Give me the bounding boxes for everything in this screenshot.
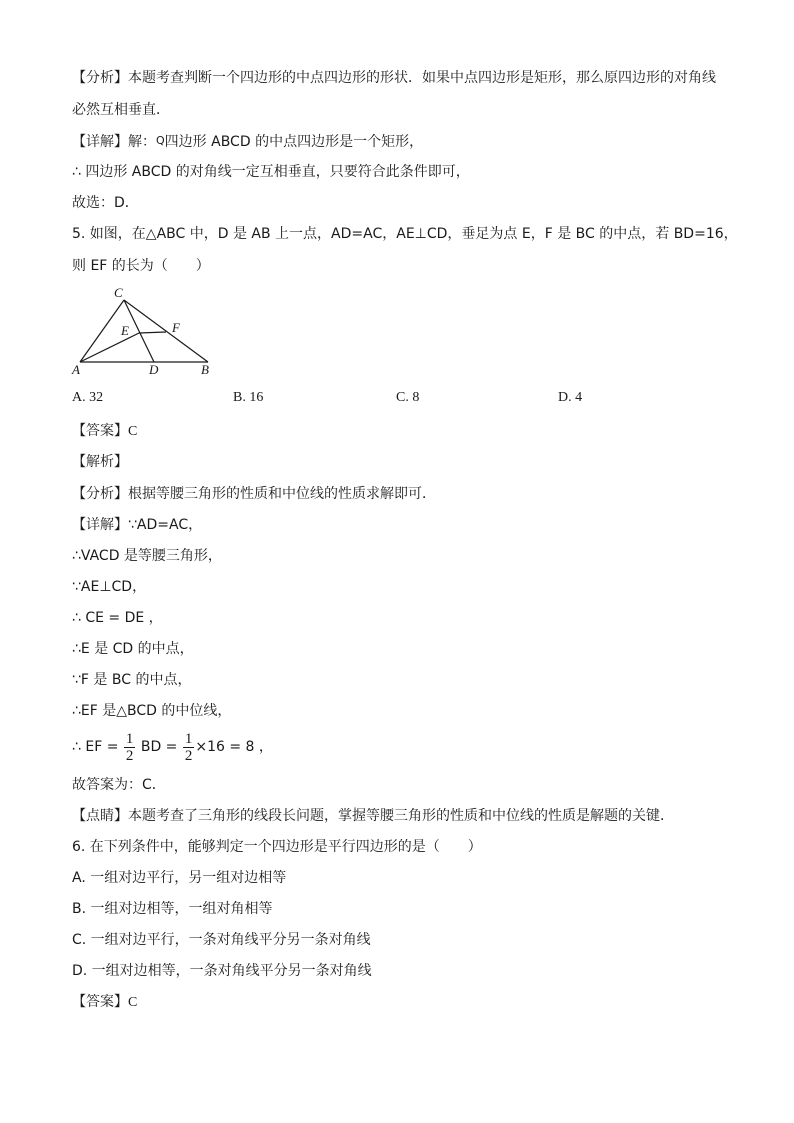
analysis-paragraph [72, 68, 716, 88]
step-line: ∴VACD 是等腰三角形， [72, 548, 222, 564]
q6-answer-tag: 【答案】 [72, 994, 128, 1010]
label-f: F [172, 320, 180, 335]
option-b: B. 16 [233, 390, 264, 405]
triangle-figure [70, 284, 220, 376]
fraction [183, 731, 195, 764]
detail-tag: 【详解】 [72, 134, 128, 150]
calc-tail: ×16 = 8 ， [195, 739, 273, 755]
q5-detail-text: ∵AD=AC， [128, 517, 203, 533]
segment-bc [124, 300, 208, 362]
q5-analysis [72, 484, 436, 504]
fraction-numerator: 1 [125, 730, 134, 747]
detail-paragraph [72, 131, 423, 152]
fraction-denominator: 2 [184, 747, 193, 764]
choice-line: 故选：D． [72, 195, 139, 211]
label-a: A [72, 362, 80, 376]
conclusion-line: ∴ 四边形 ABCD 的对角线一定互相垂直，只要符合此条件即可， [72, 164, 470, 180]
detail-text: 四边形 ABCD 的中点四边形是一个矩形， [164, 134, 424, 150]
option-c: C. 8 [396, 390, 420, 405]
calc-mid: BD = [140, 739, 178, 755]
step-line: ∴EF 是△BCD 的中位线， [72, 703, 232, 719]
label-b: B [201, 362, 209, 376]
answer-line [72, 421, 137, 442]
answer-tag: 【答案】 [72, 423, 128, 439]
analysis-tag: 【分析】 [72, 70, 128, 86]
label-d: D [149, 362, 159, 376]
analysis-heading: 【解析】 [72, 454, 128, 470]
analysis-paragraph-cont: 必然互相垂直． [72, 102, 170, 118]
segment-ef [139, 332, 166, 333]
q5-comment [72, 806, 674, 826]
calc-prefix: ∴ EF = [72, 739, 119, 755]
question-5-stem-cont: 则 EF 的长为（ ） [72, 258, 210, 274]
label-e: E [121, 323, 129, 338]
step-line: ∵AE⊥CD， [72, 579, 147, 595]
q6-option-a: A. 一组对边平行，另一组对边相等 [72, 870, 287, 886]
option-d: D. 4 [558, 390, 583, 405]
option-a: A. 32 [72, 390, 104, 405]
q6-answer-value: C [128, 995, 138, 1010]
fraction-denominator: 2 [125, 747, 134, 764]
step-line: ∴ CE = DE ， [72, 610, 163, 626]
q5-detail [72, 515, 202, 535]
q6-answer-line [72, 992, 137, 1013]
fraction [124, 731, 136, 764]
step-line: ∴E 是 CD 的中点， [72, 641, 194, 657]
segment-ac [80, 300, 124, 362]
analysis-text: 本题考查判断一个四边形的中点四边形的形状．如果中点四边形是矩形，那么原四边形的对角线 [128, 70, 716, 86]
comment-text: 本题考查了三角形的线段长问题，掌握等腰三角形的性质和中位线的性质是解题的关键． [128, 808, 674, 824]
segment-ae [80, 333, 139, 362]
q5-analysis-tag: 【分析】 [72, 486, 128, 502]
q5-analysis-text: 根据等腰三角形的性质和中位线的性质求解即可． [128, 486, 436, 502]
question-5-stem: 5. 如图，在△ABC 中，D 是 AB 上一点，AD=AC，AE⊥CD，垂足为点 E，F 是 BC 的中点，若 BD=16， [72, 226, 738, 242]
answer-value: C [128, 424, 138, 439]
label-c: C [114, 285, 123, 300]
q6-option-b: B. 一组对边相等，一组对角相等 [72, 901, 273, 917]
q6-option-c: C. 一组对边平行，一条对角线平分另一条对角线 [72, 932, 371, 948]
final-answer-line: 故答案为：C． [72, 777, 166, 793]
fraction-numerator: 1 [184, 730, 193, 747]
q5-detail-tag: 【详解】 [72, 517, 128, 533]
step-line: ∵F 是 BC 的中点， [72, 672, 192, 688]
question-6-stem: 6. 在下列条件中，能够判定一个四边形是平行四边形的是（ ） [72, 839, 482, 855]
detail-prefix: 解： [128, 134, 156, 150]
because-symbol: Q [156, 134, 165, 147]
comment-tag: 【点睛】 [72, 808, 128, 824]
calc-line [72, 730, 273, 766]
q6-option-d: D. 一组对边相等，一条对角线平分另一条对角线 [72, 963, 372, 979]
